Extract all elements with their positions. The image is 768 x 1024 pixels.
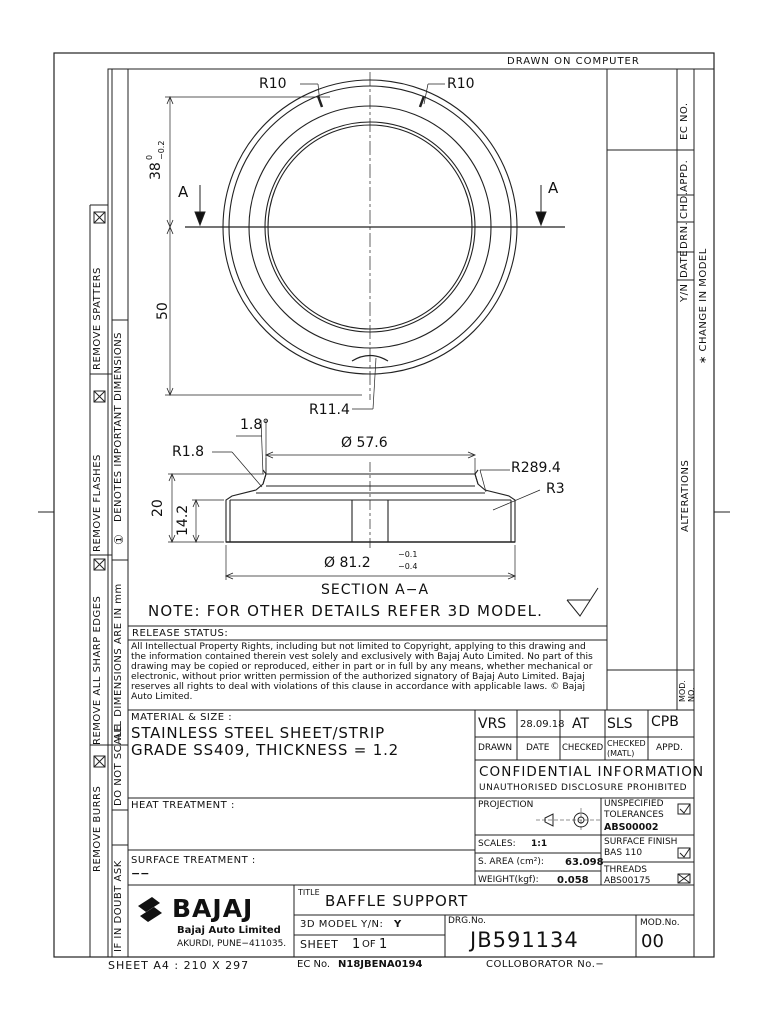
- section-marker-left: A: [178, 183, 189, 201]
- material-label: MATERIAL & SIZE :: [131, 712, 233, 723]
- mod-number: 00: [641, 931, 664, 952]
- company-name: Bajaj Auto Limited: [177, 925, 281, 936]
- r3-dim: R3: [546, 481, 565, 497]
- dia-81-2-tol-lower: −0.4: [398, 562, 418, 571]
- mod-no-label: MOD. NO.: [678, 680, 696, 702]
- drawn-value: VRS: [478, 716, 507, 732]
- dim-38-tol-lower: −0.2: [157, 140, 166, 160]
- drawing-number: JB591134: [470, 928, 579, 952]
- do-not-scale-label: DO NOT SCALE: [113, 724, 124, 806]
- alterations-label: ALTERATIONS: [680, 459, 691, 532]
- remove-sharp-edges-label: REMOVE ALL SHARP EDGES: [92, 595, 103, 745]
- remove-burrs-label: REMOVE BURRS: [92, 785, 103, 872]
- drawn-on-computer-label: DRAWN ON COMPUTER: [507, 56, 640, 67]
- section-marker-right: A: [548, 179, 559, 197]
- checked-matl-label-2: (MATL): [607, 749, 635, 758]
- remove-flashes-label: REMOVE FLASHES: [92, 454, 103, 552]
- company-address: AKURDI, PUNE−411035.: [177, 939, 287, 949]
- r289-4-dim: R289.4: [511, 460, 561, 476]
- surface-treatment-label: SURFACE TREATMENT :: [131, 855, 256, 866]
- weight-value: 0.058: [557, 875, 589, 886]
- dia-81-2-tol-upper: −0.1: [398, 550, 418, 559]
- threads-value: ABS00175: [604, 876, 651, 886]
- dim-50: 50: [155, 302, 171, 320]
- collaborator-label: COLLOBORATOR No.−: [486, 959, 605, 970]
- important-dimension-symbol: ①: [112, 533, 126, 545]
- scales-value: 1:1: [531, 839, 548, 849]
- company-logo: BAJAJ: [172, 894, 254, 923]
- tolerances-label-1: UNSPECIFIED: [604, 799, 664, 809]
- copyright-text: All Intellectual Property Rights, including but not limited to Copyright, applying to this drawing and the information contained therein vest solely and exclusively with Bajaj Auto Limited. No part of this drawing may be copied or reproduced, either in part or in full by any means, whether mechanical or electronic, without prior written permission of the authorized signatory of Bajaj Auto Limited. Bajaj reserves all rights to deal with violations of this clause in accordance with applicable laws. © Bajaj Auto Limited.: [131, 641, 593, 702]
- mod-no-label-block: MOD.No.: [640, 918, 680, 928]
- angle-dim: 1.8°: [240, 417, 270, 433]
- section-title: SECTION A−A: [321, 582, 430, 598]
- ec-no-footer-value: N18JBENA0194: [338, 959, 423, 970]
- checked-value: AT: [572, 716, 590, 732]
- material-line-2: GRADE SS409, THICKNESS = 1.2: [131, 741, 399, 759]
- weight-label: WEIGHT(kgf):: [478, 875, 539, 885]
- surface-finish-value: BAS 110: [604, 848, 643, 858]
- drawing-title: BAFFLE SUPPORT: [325, 892, 469, 910]
- heat-treatment-label: HEAT TREATMENT :: [131, 800, 235, 811]
- checked-label: CHECKED: [562, 743, 604, 753]
- drg-no-label: DRG.No.: [448, 916, 486, 926]
- remove-spatters-label: REMOVE SPATTERS: [92, 267, 103, 370]
- checked-matl-value: SLS: [607, 716, 633, 732]
- dim-38: 38: [148, 162, 164, 180]
- model-value: Y: [394, 919, 402, 930]
- note-text: NOTE: FOR OTHER DETAILS REFER 3D MODEL.: [148, 602, 544, 620]
- drn-label: DRN.: [679, 221, 690, 249]
- release-status-label: RELEASE STATUS:: [132, 628, 229, 639]
- if-in-doubt-label: IF IN DOUBT ASK: [113, 860, 124, 952]
- date-label-block: DATE: [526, 743, 550, 753]
- surface-treatment-value: −−: [131, 867, 150, 880]
- r11-4-dim: R11.4: [309, 402, 350, 418]
- confidential-title: CONFIDENTIAL INFORMATION: [479, 764, 705, 780]
- material-line-1: STAINLESS STEEL SHEET/STRIP: [131, 724, 385, 742]
- dim-38-tol-upper: 0: [145, 154, 154, 160]
- dia-81-2-dim: Ø 81.2: [324, 555, 371, 571]
- appd-label: APPD.: [679, 159, 690, 192]
- sheet-size-label: SHEET A4 : 210 X 297: [108, 959, 250, 972]
- r10-right-dim: R10: [447, 76, 475, 92]
- sheet-total: 1: [379, 937, 388, 952]
- checked-matl-label-1: CHECKED: [607, 739, 646, 748]
- change-in-model-label: ∗ CHANGE IN MODEL: [698, 248, 709, 364]
- important-dimensions-label: DENOTES IMPORTANT DIMENSIONS: [113, 331, 124, 522]
- dimensions-in-mm-label: ALL DIMENSIONS ARE IN mm: [113, 583, 124, 740]
- dia-57-6-dim: Ø 57.6: [341, 435, 388, 451]
- tolerances-value: ABS00002: [604, 822, 659, 833]
- ec-no-label: EC NO.: [679, 102, 690, 140]
- dim-20: 20: [150, 499, 166, 517]
- surface-finish-label: SURFACE FINISH: [604, 837, 678, 847]
- appd-label-block: APPD.: [656, 743, 683, 753]
- dim-14-2: 14.2: [175, 504, 191, 536]
- title-label: TITLE: [298, 888, 320, 897]
- scales-label: SCALES:: [478, 839, 516, 849]
- date-value: 28.09.18: [520, 719, 565, 730]
- ec-no-footer-label: EC No.: [297, 959, 331, 970]
- surface-area-label: S. AREA (cm²):: [478, 857, 544, 867]
- threads-label: THREADS: [604, 865, 648, 875]
- chd-label: CHD.: [679, 191, 690, 219]
- sheet-label: SHEET: [300, 938, 339, 951]
- sheet-number: 1: [352, 937, 361, 952]
- confidential-subtitle: UNAUTHORISED DISCLOSURE PROHIBITED: [479, 783, 688, 793]
- date-label: DATE: [679, 249, 690, 278]
- sheet-of: OF: [362, 939, 376, 950]
- r10-left-dim: R10: [259, 76, 287, 92]
- surface-area-value: 63.098: [565, 857, 604, 868]
- tolerances-label-2: TOLERANCES: [604, 810, 664, 820]
- model-label: 3D MODEL Y/N:: [300, 919, 384, 930]
- r1-8-dim: R1.8: [172, 444, 204, 460]
- yn-label: Y/N: [679, 283, 690, 302]
- drawn-label: DRAWN: [478, 743, 513, 753]
- projection-label: PROJECTION: [478, 800, 534, 810]
- appd-value: CPB: [651, 714, 679, 730]
